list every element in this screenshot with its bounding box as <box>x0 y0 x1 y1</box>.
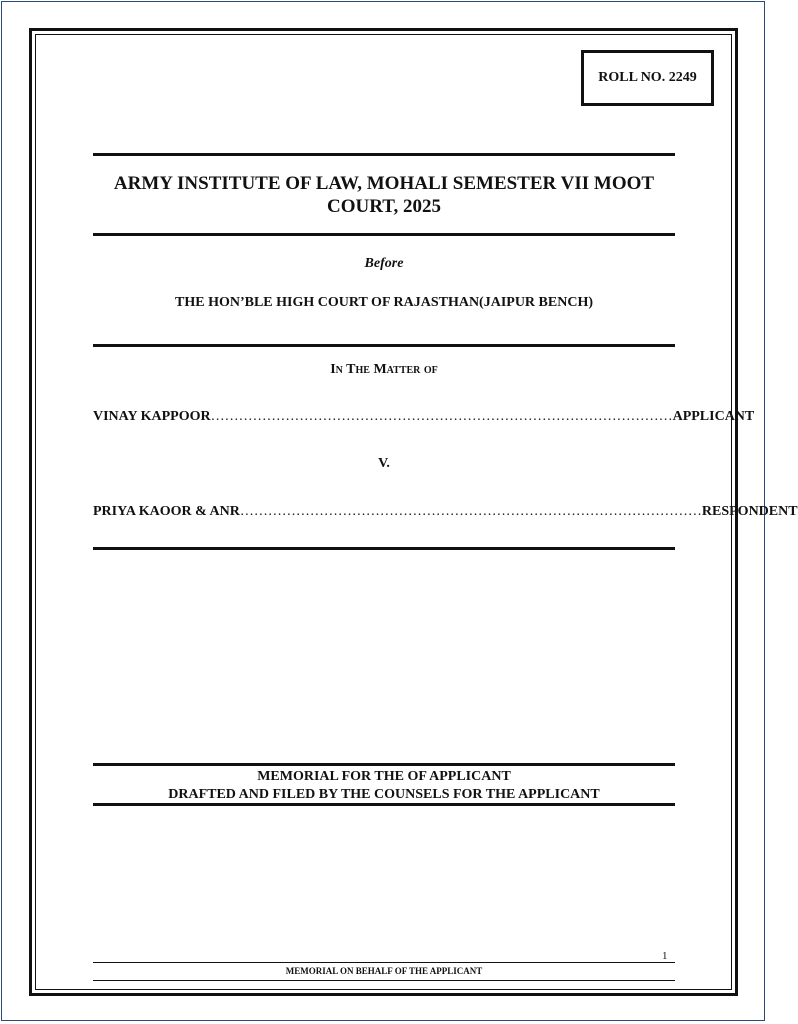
title-bottom-rule <box>93 233 675 236</box>
footer-bottom-rule <box>93 980 675 981</box>
title-line-2: COURT, 2025 <box>326 196 442 217</box>
matter-bottom-rule <box>93 547 675 550</box>
respondent-leader-dots: ……………………………………………………………………………………… <box>239 504 702 519</box>
memorial-line-2: DRAFTED AND FILED BY THE COUNSELS FOR THE APPLICANT <box>168 787 600 802</box>
memorial-line-1: MEMORIAL FOR THE OF APPLICANT <box>257 769 511 784</box>
matter-heading: In The Matter of <box>330 362 438 377</box>
footer-text: MEMORIAL ON BEHALF OF THE APPLICANT <box>285 966 483 976</box>
respondent-name: PRIYA KAOOR & ANR <box>93 504 240 519</box>
document-title <box>93 172 675 218</box>
matter-top-rule <box>93 344 675 347</box>
footer-top-rule <box>93 962 675 963</box>
versus-label: V. <box>378 456 390 471</box>
memorial-block <box>93 768 675 804</box>
title-line-1: ARMY INSTITUTE OF LAW, MOHALI SEMESTER VII MOOT <box>113 173 655 194</box>
title-top-rule <box>93 153 675 156</box>
applicant-leader-dots: ……………………………………………………………………………………… <box>210 409 673 424</box>
roll-number-box <box>581 50 714 106</box>
respondent-line <box>93 504 798 520</box>
applicant-role: APPLICANT <box>672 409 755 424</box>
roll-number: ROLL NO. 2249 <box>598 70 697 85</box>
court-name: THE HON’BLE HIGH COURT OF RAJASTHAN(JAIPUR BENCH) <box>175 295 593 310</box>
page-number: 1 <box>662 950 668 962</box>
before-label: Before <box>364 256 404 271</box>
memorial-bottom-rule <box>93 803 675 806</box>
respondent-role: RESPONDENT <box>701 504 798 519</box>
applicant-line <box>93 409 755 425</box>
memorial-top-rule <box>93 763 675 766</box>
applicant-name: VINAY KAPPOOR <box>93 409 211 424</box>
